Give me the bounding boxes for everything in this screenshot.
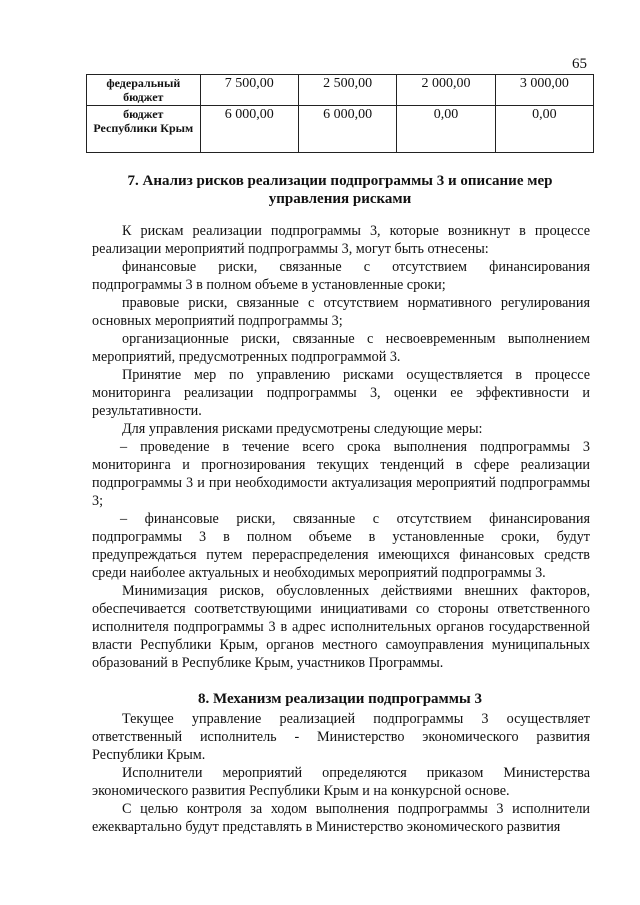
paragraph: С целью контроля за ходом выполнения подпрограммы 3 исполнители ежеквартально будут представлять в Министерство экономического развития	[92, 801, 590, 835]
paragraph: Исполнители мероприятий определяются приказом Министерства экономического развития Республики Крым и на конкурсной основе.	[92, 765, 590, 799]
row-label: бюджет Республики Крым	[87, 106, 201, 153]
list-item: – проведение в течение всего срока выполнения подпрограммы 3 мониторинга и прогнозирования текущих тенденций в сфере реализации подпрограммы 3 и при необходимости актуализация мероприятий подпрограммы 3;	[92, 439, 590, 509]
table-cell: 2 500,00	[298, 75, 396, 106]
table-cell: 2 000,00	[397, 75, 495, 106]
paragraph: Текущее управление реализацией подпрограммы 3 осуществляет ответственный исполнитель - Министерство экономического развития Республики Крым.	[92, 711, 590, 763]
paragraph: финансовые риски, связанные с отсутствием финансирования подпрограммы 3 в полном объеме в установленные сроки;	[92, 259, 590, 293]
section-8-heading: 8. Механизм реализации подпрограммы 3	[198, 691, 482, 707]
section-7-body	[92, 222, 590, 672]
table-cell: 0,00	[495, 106, 593, 153]
list-item: – финансовые риски, связанные с отсутствием финансирования подпрограммы 3 в полном объеме в установленные сроки, будут предупреждаться путем перераспределения имеющихся финансовых средств среди наиболее актуальных и необходимых мероприятий подпрограммы 3.	[92, 511, 590, 581]
row-label: федеральный бюджет	[87, 75, 201, 106]
page-number: 65	[572, 56, 587, 72]
budget-table	[86, 74, 594, 153]
paragraph: правовые риски, связанные с отсутствием нормативного регулирования основных мероприятий подпрограммы 3;	[92, 295, 590, 329]
table-cell: 0,00	[397, 106, 495, 153]
paragraph: Минимизация рисков, обусловленных действиями внешних факторов, обеспечивается соответствующими инициативами со стороны ответственного исполнителя подпрограммы 3 в адрес исполнительных органов государственной власти Республики Крым, органов местного самоуправления муниципальных образований в Республике Крым, участников Программы.	[92, 583, 590, 671]
section-8-body	[92, 710, 590, 836]
table-row	[87, 75, 594, 106]
table-row	[87, 106, 594, 153]
paragraph: Для управления рисками предусмотрены следующие меры:	[122, 421, 483, 437]
section-7-heading: 7. Анализ рисков реализации подпрограммы 3 и описание мер управления рисками	[127, 173, 553, 207]
paragraph: Принятие мер по управлению рисками осуществляется в процессе мониторинга реализации подпрограммы 3, оценки ее эффективности и результативности.	[92, 367, 590, 419]
table-cell: 3 000,00	[495, 75, 593, 106]
paragraph: организационные риски, связанные с несвоевременным выполнением мероприятий, предусмотренных подпрограммой 3.	[92, 331, 590, 365]
table-cell: 6 000,00	[200, 106, 298, 153]
paragraph: К рискам реализации подпрограммы 3, которые возникнут в процессе реализации мероприятий подпрограммы 3, могут быть отнесены:	[92, 223, 590, 257]
table-cell: 6 000,00	[298, 106, 396, 153]
table-cell: 7 500,00	[200, 75, 298, 106]
